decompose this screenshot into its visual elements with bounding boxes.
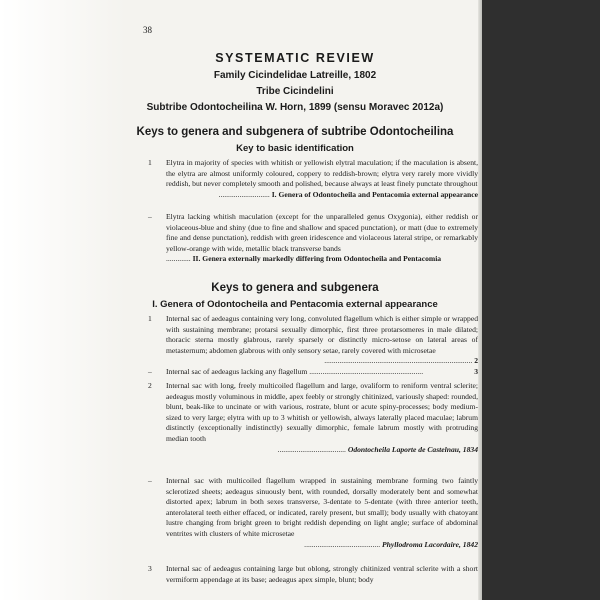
couplet-number: 3 bbox=[148, 564, 152, 573]
couplet-number: 2 bbox=[148, 381, 152, 390]
couplet-text: Internal sac of aedeagus lacking any flagellum bbox=[166, 367, 308, 376]
couplet-result: ........................... I. Genera of Odontocheila and Pentacomia external appearance bbox=[218, 189, 478, 199]
couplet-number: – bbox=[148, 367, 152, 376]
section-title: SYSTEMATIC REVIEW bbox=[215, 51, 375, 65]
keys-heading: Keys to genera and subgenera of subtribe Odontocheilina bbox=[136, 126, 454, 138]
genera-group-heading: I. Genera of Odontocheila and Pentacomia external appearance bbox=[152, 299, 438, 310]
genera-key-couplet-1 bbox=[148, 314, 478, 367]
basic-key-couplet-1-alt bbox=[148, 212, 478, 265]
couplet-number: – bbox=[148, 212, 152, 221]
couplet-result: .................................... Odontocheila Laporte de Castelnau, 1834 bbox=[277, 444, 478, 454]
genera-key-couplet-1-alt bbox=[148, 367, 478, 378]
couplet-text: Elytra in majority of species with whitish or yellowish elytral maculation; if the maculation is absent, the elytra are almost uniformly coloured, coppery to reddish-brown; elytra very rarely more vividly reddish, but never completely smooth and polished, because always at least finely punctate throughout bbox=[166, 158, 478, 189]
genera-key-heading: Keys to genera and subgenera bbox=[211, 282, 379, 294]
genera-key-couplet-2-alt bbox=[148, 476, 478, 550]
page-number: 38 bbox=[143, 25, 152, 35]
couplet-number: 1 bbox=[148, 314, 152, 323]
tribe-heading: Tribe Cicindelini bbox=[256, 86, 334, 97]
family-heading: Family Cicindelidae Latreille, 1802 bbox=[213, 70, 377, 81]
couplet-text: Internal sac of aedeagus containing very long, convoluted flagellum which is either simple or wrapped with sustaining membrane; protarsi sexually dimorphic, first three protarsomeres in male dilated; thoracic sterna mostly glabrous, rarely sparsely or distinctly micro-setose on lateral areas of metasternum; abdomen glabrous with only sensory setae, rarely covered with microsetae bbox=[166, 314, 478, 355]
page-gutter bbox=[0, 0, 125, 600]
background-shadow bbox=[482, 0, 600, 600]
couplet-text: Internal sac of aedeagus containing large but oblong, strongly chitinized ventral sclerite with a short vermiform appendage at its base; aedeagus apex simple, blunt; body bbox=[166, 564, 478, 584]
couplet-result: ............. II. Genera externally markedly differing from Odontocheila and Pentacomia bbox=[166, 254, 442, 264]
subtribe-heading: Subtribe Odontocheilina W. Horn, 1899 (sensu Moravec 2012a) bbox=[146, 102, 444, 113]
genera-key-couplet-3 bbox=[148, 564, 478, 585]
couplet-result: ........................................ Phyllodroma Lacordaire, 1842 bbox=[304, 539, 478, 549]
basic-key-heading: Key to basic identification bbox=[236, 143, 354, 154]
couplet-text: Elytra lacking whitish maculation (except for the unparalleled genus Oxygonia), either reddish or violaceous-blue and shiny (due to fine and shallow and spaced punctation), or matt (due to extremely fine and dense punctation), reddish with green iridescence and violaceous lateral stripe, or remarkably yellow-orange with wide, metallic black transverse bands bbox=[166, 212, 478, 253]
genera-key-couplet-2 bbox=[148, 381, 478, 455]
couplet-result-lead: ............................................................ bbox=[309, 367, 424, 376]
basic-key-couplet-1 bbox=[148, 158, 478, 200]
couplet-number: 1 bbox=[148, 158, 152, 167]
couplet-result: .............................................................................. 2 bbox=[324, 356, 478, 366]
couplet-text: Internal sac with multicoiled flagellum wrapped in sustaining membrane forming two faintly sclerotized sheets; aedeagus sinuously bent, with rounded, dorsally moderately bent and somewhat distorted apex; labrum in both sexes transverse, 3-dentate to 5-dentate (with three anterior teeth, anterolateral teeth either effaced, or indicated, rarely present, but small); body usually with chatoyant lustre changing from bright green to bright reddish depending on light angle; surface of abdominal ventrites with clusters of white microsetae bbox=[166, 476, 478, 538]
couplet-result: 3 bbox=[474, 367, 478, 376]
couplet-text: Internal sac with long, freely multicoiled flagellum and large, ovaliform to reniform ventral sclerite; aedeagus mostly voluminous in middle, apex feebly or strongly chitinized, variously shaped: rounded, blunt, beak-like to uncinate or with various, rostrate, blunt or acute spiny-processes; body medium-sized to very large; elytra with up to 3 whitish or yellowish, always laterally placed maculae; labrum distinctly (exceptionally indistinctly) sexually dimorphic, female labrum mostly with protruding median tooth bbox=[166, 381, 478, 443]
couplet-number: – bbox=[148, 476, 152, 485]
